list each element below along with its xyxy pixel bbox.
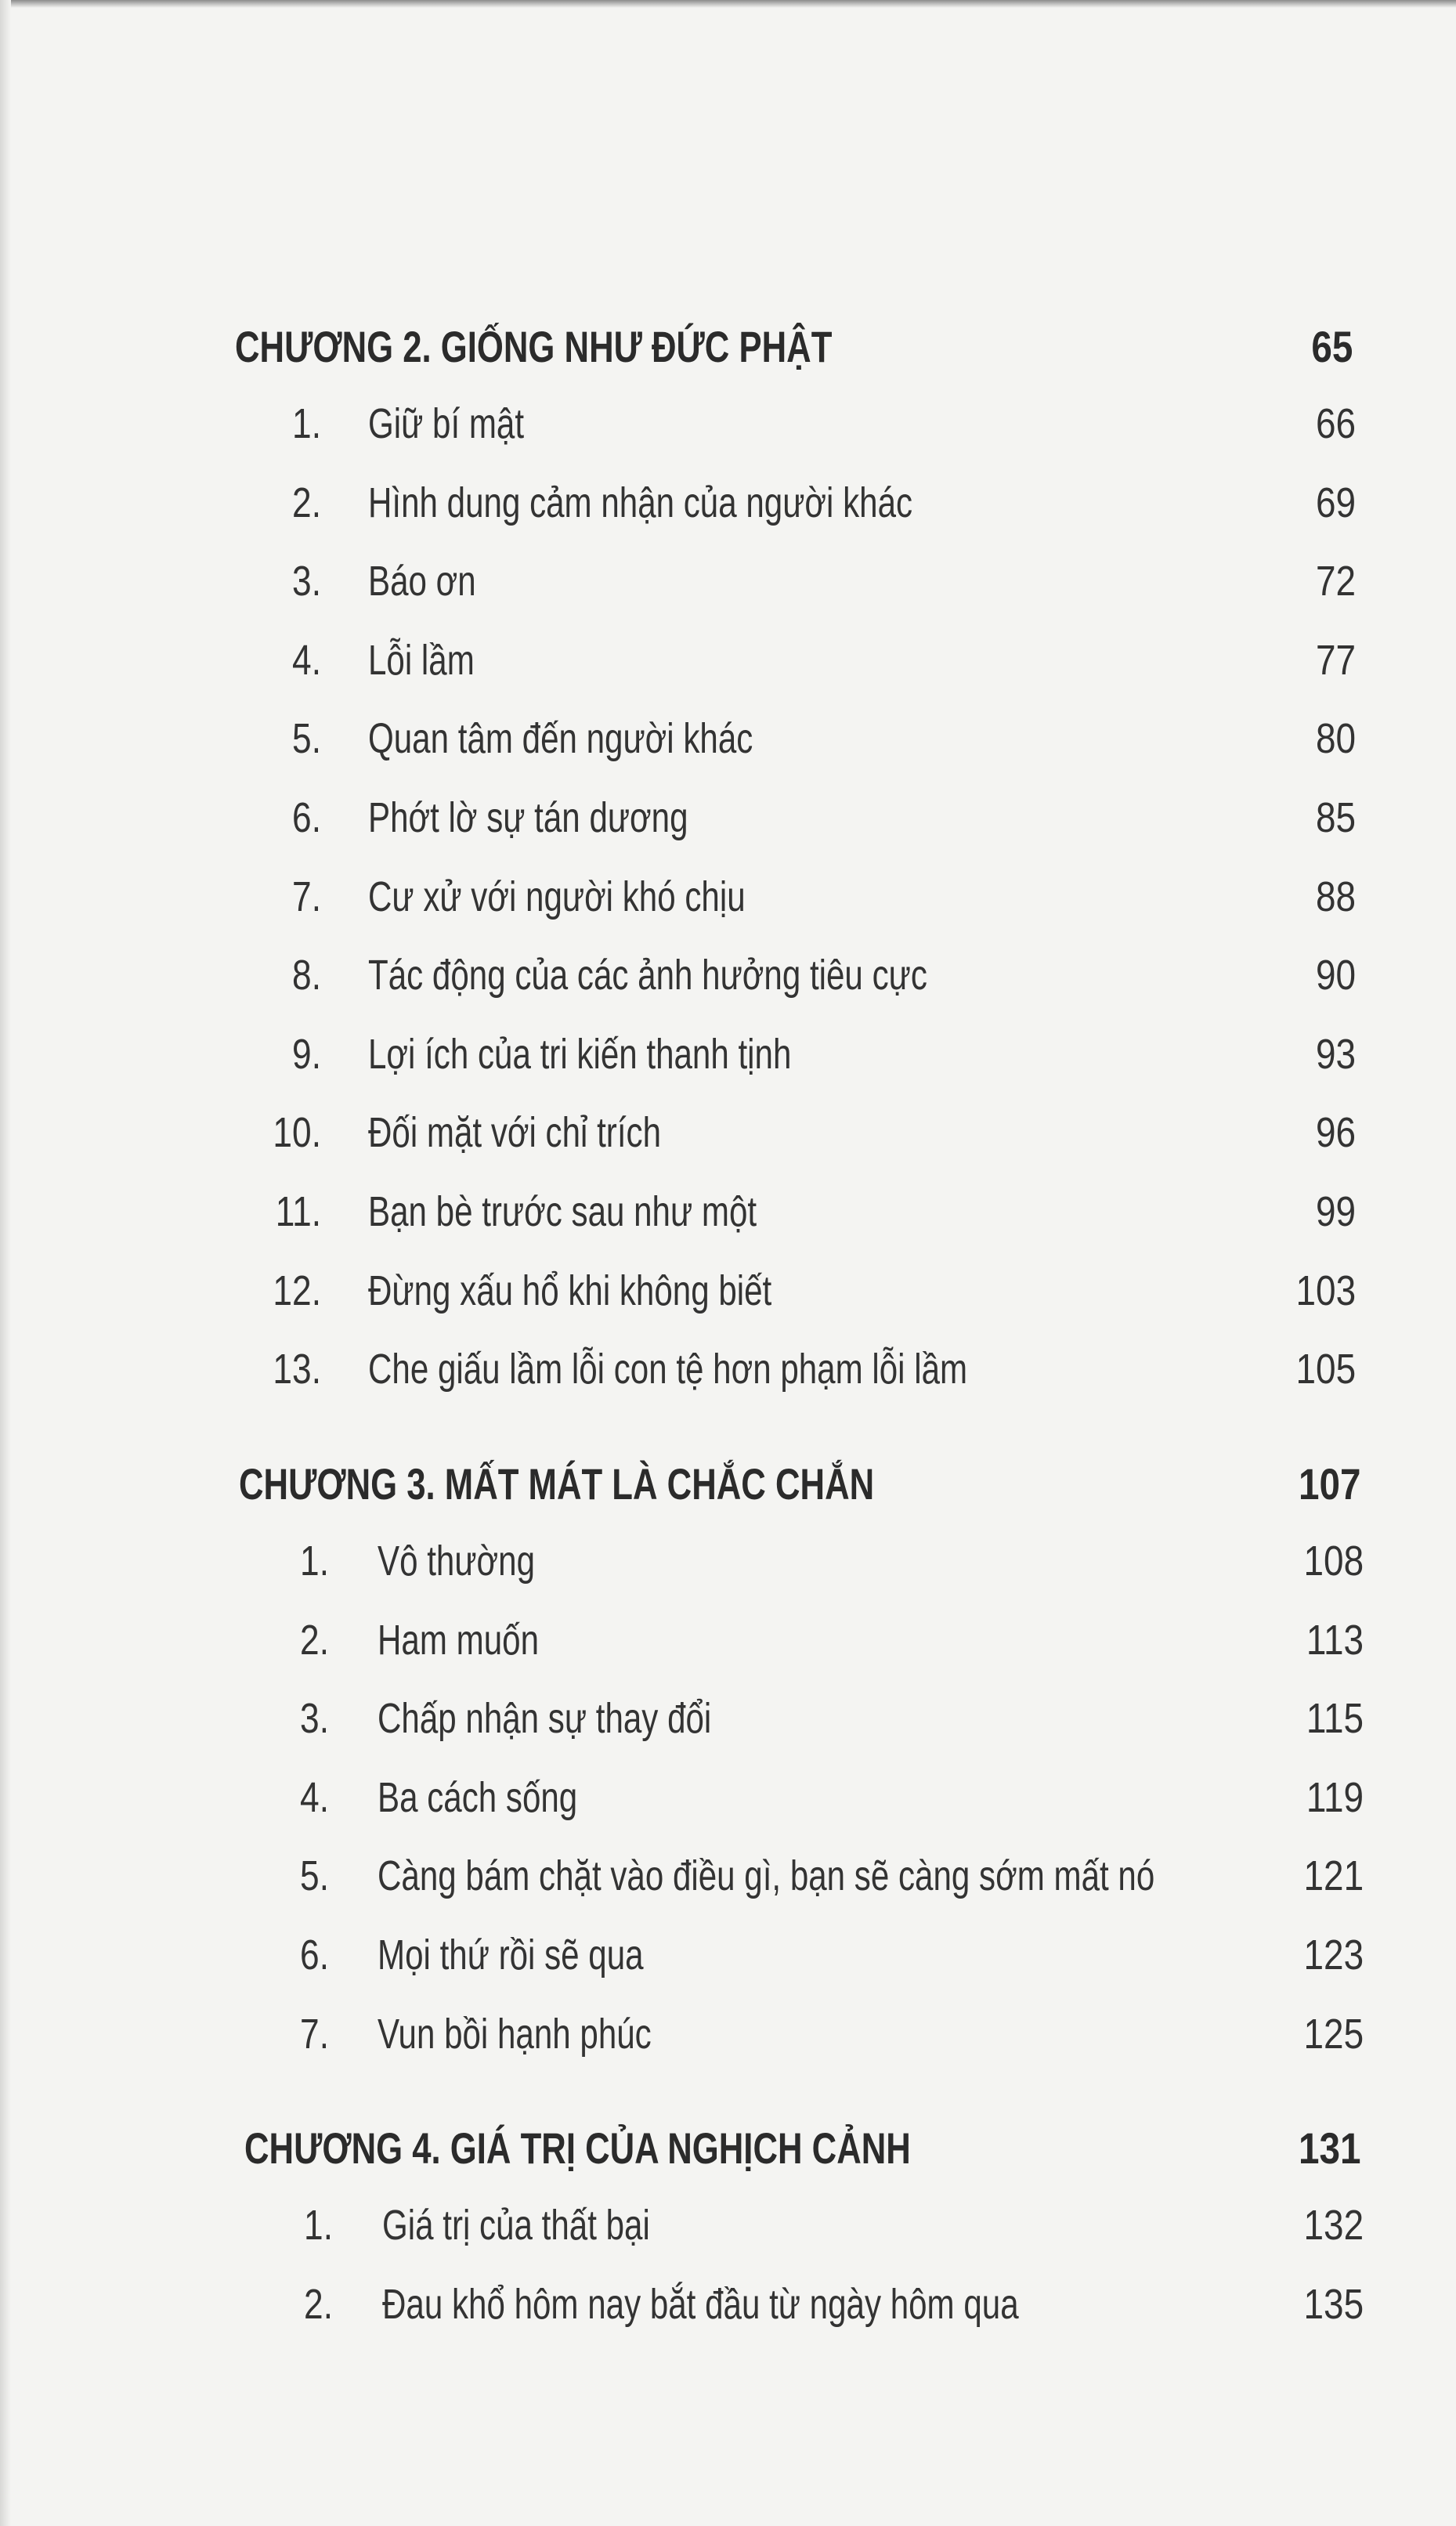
entry-number: 5. (300, 1852, 329, 1899)
entry-page-number: 88 (1315, 873, 1356, 920)
entry-title: Mọi thứ rồi sẽ qua (378, 1932, 644, 1979)
toc-entry (0, 399, 1456, 470)
entry-number: 10. (273, 1109, 321, 1156)
entry-page-number: 115 (1306, 1695, 1364, 1742)
toc-entry (0, 1616, 1456, 1686)
chapter-page-number: 131 (1298, 2123, 1360, 2173)
chapter-page-number: 65 (1311, 322, 1353, 371)
chapter-title: CHƯƠNG 3. MẤT MÁT LÀ CHẮC CHẮN (239, 1459, 875, 1509)
entry-page-number: 105 (1295, 1346, 1356, 1393)
toc-entry (0, 1187, 1456, 1258)
toc-entry (0, 1345, 1456, 1415)
entry-page-number: 69 (1315, 479, 1356, 526)
entry-number: 7. (292, 873, 321, 920)
toc-entry (0, 479, 1456, 549)
toc-entry (0, 873, 1456, 943)
entry-page-number: 72 (1315, 558, 1356, 605)
entry-number: 4. (300, 1774, 329, 1821)
entry-page-number: 80 (1315, 715, 1356, 762)
toc-entry (0, 1852, 1456, 1922)
entry-number: 2. (292, 479, 321, 526)
entry-title: Lỗi lầm (368, 637, 475, 684)
entry-title: Giá trị của thất bại (382, 2202, 650, 2249)
toc-entry (0, 557, 1456, 627)
entry-page-number: 93 (1315, 1031, 1356, 1078)
entry-number: 3. (300, 1695, 329, 1742)
toc-entry (0, 1267, 1456, 1337)
entry-page-number: 103 (1295, 1267, 1356, 1314)
toc-entry (0, 951, 1456, 1021)
chapter-page-number: 107 (1298, 1459, 1360, 1509)
entry-page-number: 123 (1303, 1932, 1364, 1979)
entry-page-number: 119 (1306, 1774, 1364, 1821)
chapter-heading-row (0, 321, 1456, 392)
chapter-title: CHƯƠNG 4. GIÁ TRỊ CỦA NGHỊCH CẢNH (244, 2123, 911, 2173)
toc-entry (0, 1537, 1456, 1607)
entry-title: Vun bồi hạnh phúc (378, 2011, 652, 2058)
entry-page-number: 121 (1303, 1852, 1364, 1899)
entry-page-number: 96 (1315, 1109, 1356, 1156)
entry-page-number: 85 (1315, 794, 1356, 841)
entry-page-number: 108 (1303, 1538, 1364, 1585)
chapter-title: CHƯƠNG 2. GIỐNG NHƯ ĐỨC PHẬT (235, 322, 833, 371)
entry-title: Ba cách sống (378, 1774, 578, 1821)
entry-title: Quan tâm đến người khác (368, 715, 753, 762)
toc-entry (0, 1773, 1456, 1844)
entry-title: Che giấu lầm lỗi con tệ hơn phạm lỗi lầm (368, 1346, 968, 1393)
toc-entry (0, 2280, 1456, 2351)
entry-title: Càng bám chặt vào điều gì, bạn sẽ càng sớm mất nó (378, 1852, 1155, 1899)
entry-title: Hình dung cảm nhận của người khác (368, 479, 913, 526)
entry-number: 8. (292, 952, 321, 999)
toc-entry (0, 1030, 1456, 1100)
entry-number: 9. (292, 1031, 321, 1078)
entry-title: Đau khổ hôm nay bắt đầu từ ngày hôm qua (382, 2281, 1019, 2328)
entry-number: 1. (300, 1538, 329, 1585)
toc-entry (0, 1931, 1456, 2001)
toc-entry (0, 2010, 1456, 2080)
entry-number: 2. (300, 1617, 329, 1664)
entry-number: 1. (292, 400, 321, 447)
toc-entry (0, 1694, 1456, 1765)
entry-number: 12. (273, 1267, 321, 1314)
entry-page-number: 135 (1303, 2281, 1364, 2328)
entry-number: 2. (304, 2281, 333, 2328)
entry-title: Cư xử với người khó chịu (368, 873, 746, 920)
toc-entry (0, 636, 1456, 706)
chapter-heading-row (0, 1458, 1456, 1529)
entry-title: Tác động của các ảnh hưởng tiêu cực (368, 952, 927, 999)
entry-number: 7. (300, 2011, 329, 2058)
entry-page-number: 113 (1306, 1617, 1364, 1664)
entry-page-number: 132 (1303, 2202, 1364, 2249)
entry-title: Đừng xấu hổ khi không biết (368, 1267, 772, 1314)
entry-number: 6. (292, 794, 321, 841)
toc-entry (0, 793, 1456, 864)
entry-page-number: 77 (1315, 637, 1356, 684)
entry-number: 5. (292, 715, 321, 762)
toc-entry (0, 714, 1456, 785)
entry-title: Đối mặt với chỉ trích (368, 1109, 662, 1156)
entry-title: Vô thường (378, 1538, 536, 1585)
entry-number: 1. (304, 2202, 333, 2249)
entry-number: 3. (292, 558, 321, 605)
entry-title: Phớt lờ sự tán dương (368, 794, 688, 841)
entry-number: 6. (300, 1932, 329, 1979)
toc-entry (0, 2201, 1456, 2271)
entry-title: Bạn bè trước sau như một (368, 1188, 757, 1235)
entry-title: Lợi ích của tri kiến thanh tịnh (368, 1031, 792, 1078)
entry-page-number: 125 (1303, 2011, 1364, 2058)
entry-number: 13. (273, 1346, 321, 1393)
entry-title: Giữ bí mật (368, 400, 525, 447)
entry-title: Ham muốn (378, 1617, 539, 1664)
entry-page-number: 66 (1315, 400, 1356, 447)
entry-title: Báo ơn (368, 558, 476, 605)
entry-number: 4. (292, 637, 321, 684)
entry-number: 11. (275, 1188, 321, 1235)
chapter-heading-row (0, 2123, 1456, 2193)
entry-title: Chấp nhận sự thay đổi (378, 1695, 712, 1742)
entry-page-number: 99 (1315, 1188, 1356, 1235)
entry-page-number: 90 (1315, 952, 1356, 999)
toc-entry (0, 1108, 1456, 1179)
